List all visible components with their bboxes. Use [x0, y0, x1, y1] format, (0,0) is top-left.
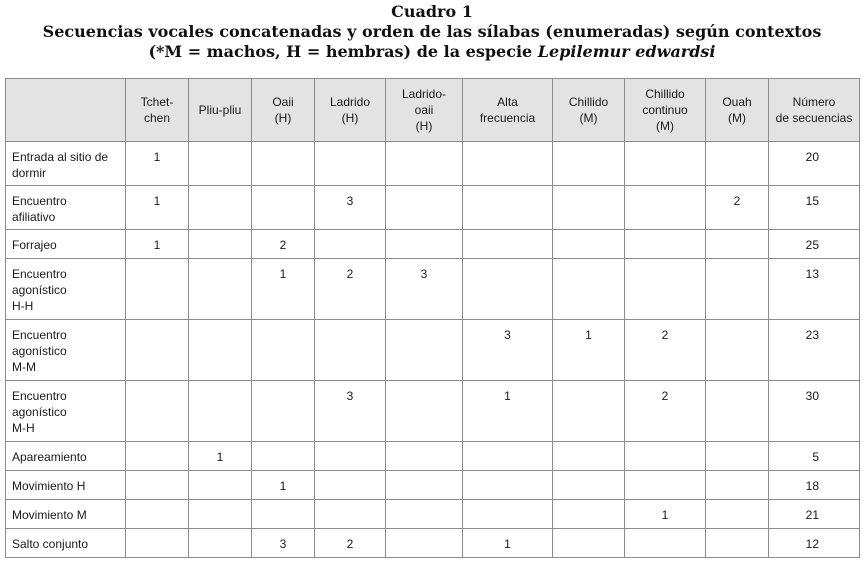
cell-text-line: Oaii	[272, 95, 294, 109]
cell-text-line: Entrada al sitio de	[12, 150, 109, 164]
syllable-order-cell	[553, 381, 625, 442]
cell-text-line: (H)	[274, 111, 292, 125]
table-row	[6, 471, 860, 500]
header-context	[6, 79, 126, 142]
context-cell	[6, 230, 126, 259]
syllable-order-cell	[625, 442, 706, 471]
syllable-order-cell	[706, 259, 769, 320]
cell-text-line: Chillido	[645, 87, 685, 101]
syllable-order-cell: 3	[252, 529, 315, 558]
cell-text-line: Número	[792, 95, 836, 109]
syllable-order-cell	[386, 471, 463, 500]
syllable-order-cell	[463, 259, 553, 320]
syllable-order-cell	[252, 381, 315, 442]
table-caption	[0, 2, 864, 62]
syllable-order-cell	[706, 142, 769, 186]
cell-text-line: M-M	[12, 360, 36, 374]
syllable-order-cell	[189, 529, 252, 558]
table-row	[6, 442, 860, 471]
context-cell	[6, 471, 126, 500]
cell-text-line: Apareamiento	[12, 450, 87, 464]
cell-text-line: (M)	[728, 111, 746, 125]
syllable-order-cell	[315, 500, 386, 529]
syllable-order-cell	[625, 230, 706, 259]
syllable-order-cell	[189, 142, 252, 186]
column-header	[625, 79, 706, 142]
syllable-order-cell: 3	[315, 381, 386, 442]
syllable-order-cell	[706, 230, 769, 259]
cell-text-line: (M)	[579, 111, 598, 125]
syllable-order-cell	[553, 471, 625, 500]
column-header	[463, 79, 553, 142]
sequence-count-cell: 25	[769, 230, 860, 259]
syllable-order-cell	[126, 259, 189, 320]
cell-text-line: Encuentro	[12, 267, 67, 281]
cell-text-line: agonístico	[12, 344, 67, 358]
syllable-order-cell	[553, 186, 625, 230]
syllable-order-cell	[386, 142, 463, 186]
syllable-order-cell	[189, 186, 252, 230]
syllable-order-cell	[315, 230, 386, 259]
syllable-order-cell	[315, 142, 386, 186]
cell-text-line: (H)	[341, 111, 359, 125]
syllable-order-cell	[126, 529, 189, 558]
syllable-order-cell	[252, 142, 315, 186]
context-cell	[6, 259, 126, 320]
syllable-order-cell	[315, 320, 386, 381]
caption-legend-text: (*M = machos, H = hembras) de la especie	[148, 42, 538, 61]
syllable-order-cell	[625, 142, 706, 186]
syllable-order-cell	[553, 142, 625, 186]
syllable-order-cell: 2	[706, 186, 769, 230]
cell-text-line: Alta	[497, 95, 518, 109]
syllable-order-cell: 2	[315, 529, 386, 558]
column-header	[769, 79, 860, 142]
syllable-order-cell	[386, 230, 463, 259]
table-row	[6, 529, 860, 558]
syllable-order-cell: 3	[386, 259, 463, 320]
syllable-order-cell	[625, 471, 706, 500]
syllable-order-cell	[126, 442, 189, 471]
sequence-count-cell: 23	[769, 320, 860, 381]
syllable-order-cell	[706, 500, 769, 529]
sequence-count-cell: 12	[769, 529, 860, 558]
syllable-order-cell: 1	[126, 230, 189, 259]
syllable-order-cell	[315, 442, 386, 471]
cell-text-line: (M)	[656, 119, 674, 133]
table-row	[6, 230, 860, 259]
sequence-count-cell: 21	[769, 500, 860, 529]
syllable-order-cell	[386, 320, 463, 381]
cell-text-line: Ladrido-	[401, 87, 447, 101]
table-row	[6, 500, 860, 529]
cell-text-line: agonístico	[12, 283, 67, 297]
caption-subtitle: Secuencias vocales concatenadas y orden de las sílabas (enumeradas) según contextos	[42, 22, 822, 41]
cell-text-line: frecuencia	[479, 111, 536, 125]
context-cell	[6, 442, 126, 471]
species-name: Lepilemur edwardsi	[537, 42, 716, 61]
cell-text-line: (H)	[415, 119, 433, 133]
syllable-order-cell	[463, 500, 553, 529]
sequence-count-cell: 13	[769, 259, 860, 320]
syllable-order-cell	[126, 320, 189, 381]
cell-text-line: Ladrido	[329, 95, 371, 109]
header-row	[6, 79, 860, 142]
syllable-order-cell: 3	[315, 186, 386, 230]
sequence-count-cell: 30	[769, 381, 860, 442]
cell-text-line: de secuencias	[775, 111, 853, 125]
column-header	[189, 79, 252, 142]
syllable-order-cell: 1	[463, 381, 553, 442]
table-body	[6, 142, 860, 558]
syllable-order-cell	[625, 186, 706, 230]
syllable-order-cell	[625, 529, 706, 558]
syllable-order-cell	[706, 529, 769, 558]
cell-text-line: Ouah	[722, 95, 752, 109]
syllable-order-cell	[189, 381, 252, 442]
syllable-order-cell	[553, 230, 625, 259]
caption-title: Cuadro 1	[391, 2, 473, 21]
table-row	[6, 381, 860, 442]
cell-text-line: M-H	[12, 421, 35, 435]
syllable-order-cell	[252, 186, 315, 230]
cell-text-line: Movimiento H	[12, 479, 86, 493]
syllable-order-cell	[553, 500, 625, 529]
context-cell	[6, 320, 126, 381]
syllable-order-cell	[463, 142, 553, 186]
syllable-order-cell: 2	[625, 320, 706, 381]
syllable-order-cell	[252, 320, 315, 381]
syllable-order-cell	[706, 442, 769, 471]
cell-text-line: H-H	[12, 299, 34, 313]
syllable-order-cell: 1	[553, 320, 625, 381]
sequence-count-cell: 18	[769, 471, 860, 500]
syllable-order-cell: 1	[189, 442, 252, 471]
syllable-order-cell: 1	[126, 142, 189, 186]
cell-text-line: Encuentro	[12, 328, 67, 342]
cell-text-line: Encuentro	[12, 194, 67, 208]
syllable-order-cell	[252, 442, 315, 471]
table-row	[6, 259, 860, 320]
syllable-order-cell	[126, 381, 189, 442]
syllable-order-cell	[189, 259, 252, 320]
sequence-count-cell: 20	[769, 142, 860, 186]
syllable-order-cell	[706, 381, 769, 442]
cell-text-line: agonístico	[12, 405, 67, 419]
syllable-order-cell	[625, 259, 706, 320]
table-row	[6, 142, 860, 186]
context-cell	[6, 381, 126, 442]
syllable-order-cell: 1	[463, 529, 553, 558]
cell-text-line: Forrajeo	[12, 238, 57, 252]
syllable-order-cell: 1	[625, 500, 706, 529]
syllable-order-cell	[463, 230, 553, 259]
cell-text-line: Encuentro	[12, 389, 67, 403]
caption-legend	[0, 42, 864, 62]
cell-text-line: dormir	[12, 166, 47, 180]
syllable-order-cell	[553, 529, 625, 558]
syllable-order-cell: 1	[252, 471, 315, 500]
column-header	[386, 79, 463, 142]
sequence-count-cell: 5	[769, 442, 860, 471]
syllable-order-cell: 2	[252, 230, 315, 259]
context-cell	[6, 142, 126, 186]
column-header	[126, 79, 189, 142]
syllable-order-cell	[386, 500, 463, 529]
syllable-order-cell	[553, 442, 625, 471]
syllable-order-cell: 1	[126, 186, 189, 230]
syllable-order-cell	[386, 381, 463, 442]
cell-text-line: chen	[143, 111, 171, 125]
syllable-order-cell	[315, 471, 386, 500]
context-cell	[6, 186, 126, 230]
syllable-order-cell	[189, 471, 252, 500]
sequences-table	[5, 78, 860, 558]
column-header	[553, 79, 625, 142]
syllable-order-cell	[126, 471, 189, 500]
syllable-order-cell: 2	[625, 381, 706, 442]
syllable-order-cell	[553, 259, 625, 320]
syllable-order-cell: 2	[315, 259, 386, 320]
column-header	[252, 79, 315, 142]
cell-text-line: Pliu-pliu	[198, 103, 242, 117]
syllable-order-cell	[386, 529, 463, 558]
syllable-order-cell	[189, 230, 252, 259]
cell-text-line: continuo	[642, 103, 688, 117]
syllable-order-cell	[706, 320, 769, 381]
syllable-order-cell	[126, 500, 189, 529]
syllable-order-cell	[189, 500, 252, 529]
syllable-order-cell: 1	[252, 259, 315, 320]
context-cell	[6, 500, 126, 529]
syllable-order-cell	[463, 186, 553, 230]
table-row	[6, 186, 860, 230]
cell-text-line: Salto conjunto	[12, 537, 89, 551]
cell-text-line: Movimiento M	[12, 508, 87, 522]
cell-text-line: Chillido	[568, 95, 609, 109]
cell-text-line: oaii	[414, 103, 434, 117]
syllable-order-cell	[252, 500, 315, 529]
syllable-order-cell	[189, 320, 252, 381]
syllable-order-cell	[463, 471, 553, 500]
syllable-order-cell	[706, 471, 769, 500]
table-row	[6, 320, 860, 381]
context-cell	[6, 529, 126, 558]
cell-text-line: Tchet-	[140, 95, 174, 109]
column-header	[315, 79, 386, 142]
cell-text-line: afiliativo	[12, 210, 56, 224]
syllable-order-cell	[386, 186, 463, 230]
sequence-count-cell: 15	[769, 186, 860, 230]
column-header	[706, 79, 769, 142]
syllable-order-cell: 3	[463, 320, 553, 381]
syllable-order-cell	[386, 442, 463, 471]
syllable-order-cell	[463, 442, 553, 471]
